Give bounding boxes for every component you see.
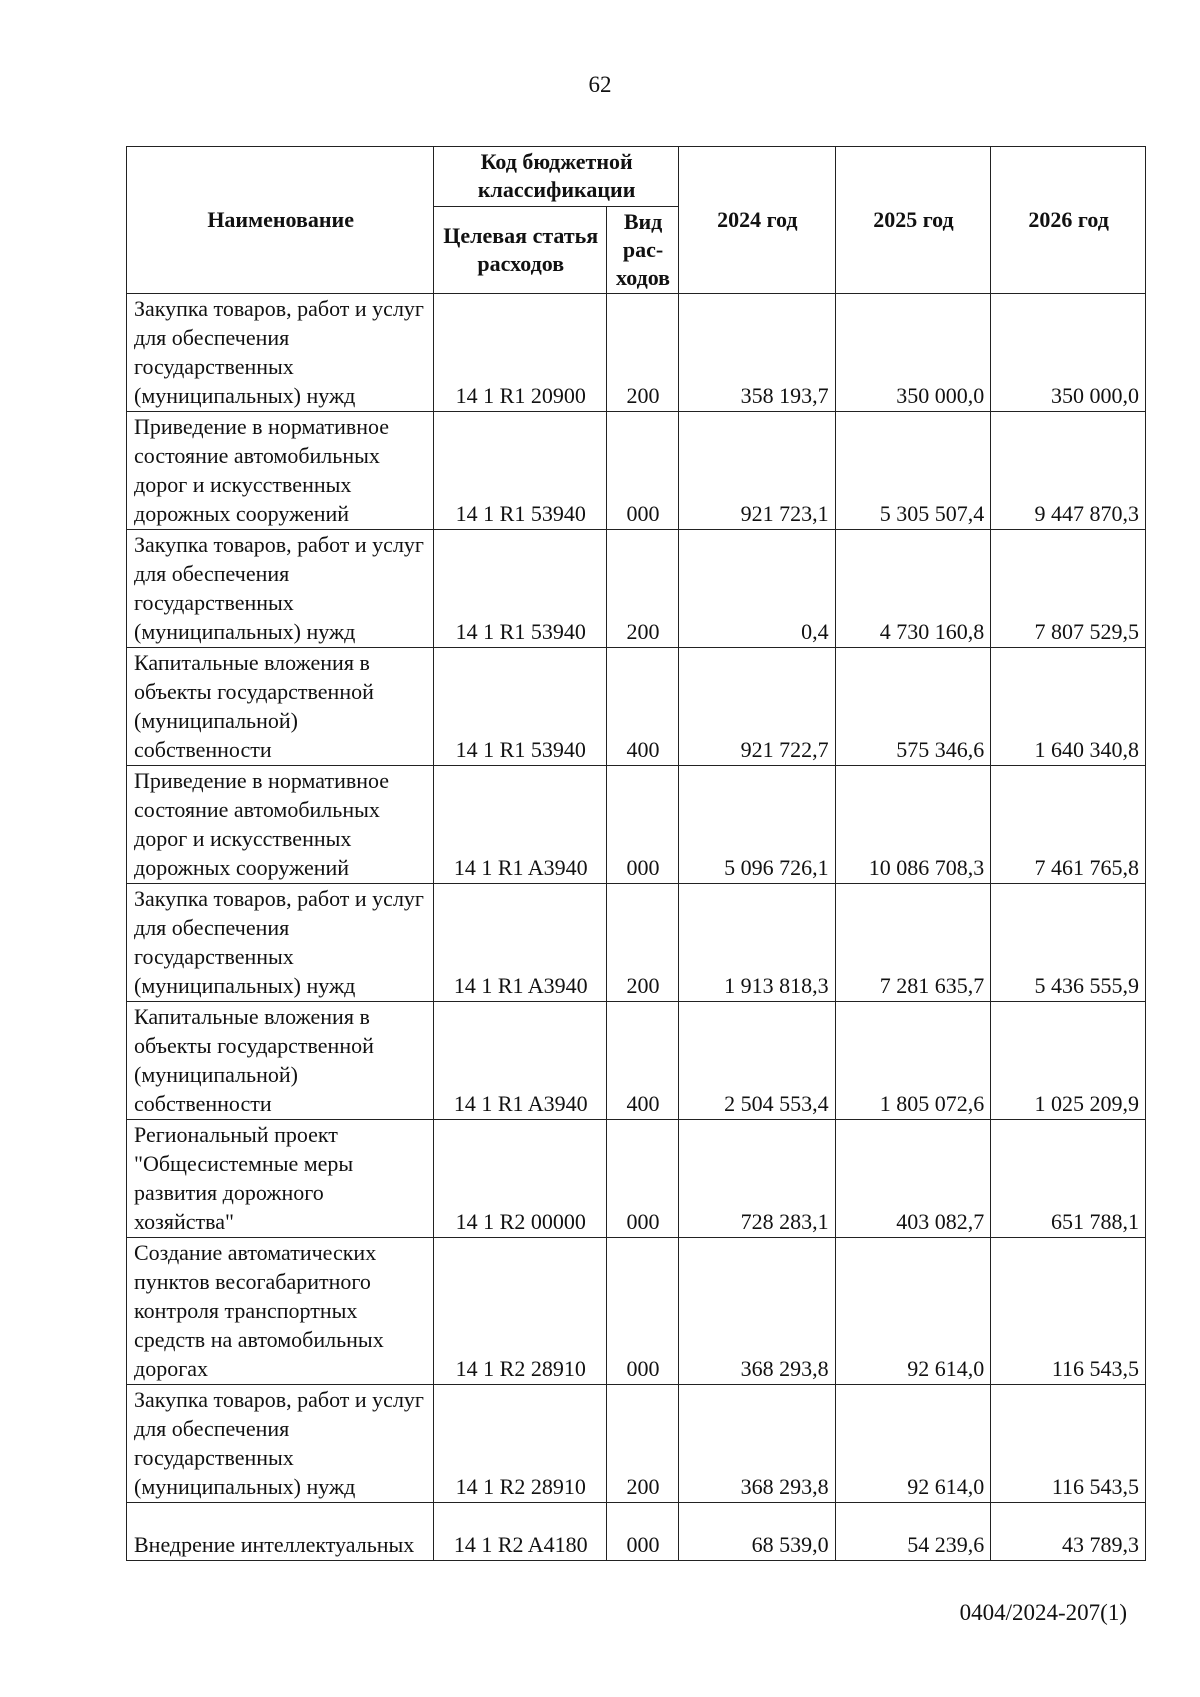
header-target-article: Целевая статья расходов: [434, 207, 607, 294]
table-row: [127, 1120, 1146, 1238]
row-2024: 1 913 818,3: [678, 884, 835, 1002]
row-2025: 575 346,6: [835, 648, 991, 766]
row-2025: 1 805 072,6: [835, 1002, 991, 1120]
header-name: Наименование: [127, 147, 434, 294]
row-name: Приведение в нормативное состояние автомобильных дорог и искусственных дорожных сооружений: [127, 766, 434, 884]
row-2024: 2 504 553,4: [678, 1002, 835, 1120]
row-2024: 921 723,1: [678, 412, 835, 530]
row-name: Закупка товаров, работ и услуг для обеспечения государственных (муниципальных) нужд: [127, 1385, 434, 1503]
header-2025: 2025 год: [835, 147, 991, 294]
table-row: [127, 412, 1146, 530]
table-row: [127, 766, 1146, 884]
table-row: [127, 294, 1146, 412]
row-name: Внедрение интеллектуальных: [127, 1503, 434, 1561]
header-budget-code-group: Код бюджетной классификации: [434, 147, 679, 207]
row-name: Приведение в нормативное состояние автомобильных дорог и искусственных дорожных сооружений: [127, 412, 434, 530]
row-2026: 43 789,3: [991, 1503, 1146, 1561]
row-2026: 1 025 209,9: [991, 1002, 1146, 1120]
row-2026: 1 640 340,8: [991, 648, 1146, 766]
row-name: Капитальные вложения в объекты государственной (муниципальной) собственности: [127, 1002, 434, 1120]
row-target-article: 14 1 R1 A3940: [434, 766, 607, 884]
row-2025: 54 239,6: [835, 1503, 991, 1561]
table-row: [127, 1002, 1146, 1120]
row-2025: 92 614,0: [835, 1238, 991, 1385]
row-2024: 0,4: [678, 530, 835, 648]
row-target-article: 14 1 R2 28910: [434, 1385, 607, 1503]
row-2025: 7 281 635,7: [835, 884, 991, 1002]
row-2026: 350 000,0: [991, 294, 1146, 412]
row-expense-kind: 200: [607, 1385, 679, 1503]
row-expense-kind: 000: [607, 1120, 679, 1238]
row-target-article: 14 1 R2 00000: [434, 1120, 607, 1238]
row-2026: 9 447 870,3: [991, 412, 1146, 530]
row-name: Капитальные вложения в объекты государственной (муниципальной) собственности: [127, 648, 434, 766]
header-2026: 2026 год: [991, 147, 1146, 294]
row-2024: 368 293,8: [678, 1238, 835, 1385]
row-2025: 403 082,7: [835, 1120, 991, 1238]
row-target-article: 14 1 R1 A3940: [434, 884, 607, 1002]
row-expense-kind: 200: [607, 884, 679, 1002]
row-2025: 4 730 160,8: [835, 530, 991, 648]
row-2024: 358 193,7: [678, 294, 835, 412]
row-2024: 368 293,8: [678, 1385, 835, 1503]
table-row: [127, 884, 1146, 1002]
table-row: [127, 1385, 1146, 1503]
row-2024: 5 096 726,1: [678, 766, 835, 884]
budget-table: [126, 146, 1146, 1561]
row-target-article: 14 1 R1 53940: [434, 648, 607, 766]
row-name: Закупка товаров, работ и услуг для обеспечения государственных (муниципальных) нужд: [127, 530, 434, 648]
header-expense-kind: Вид рас-ходов: [607, 207, 679, 294]
row-2026: 5 436 555,9: [991, 884, 1146, 1002]
row-2026: 116 543,5: [991, 1238, 1146, 1385]
row-expense-kind: 000: [607, 766, 679, 884]
row-2025: 92 614,0: [835, 1385, 991, 1503]
row-2026: 7 807 529,5: [991, 530, 1146, 648]
header-2024: 2024 год: [678, 147, 835, 294]
row-target-article: 14 1 R1 53940: [434, 530, 607, 648]
row-name: Закупка товаров, работ и услуг для обеспечения государственных (муниципальных) нужд: [127, 884, 434, 1002]
row-target-article: 14 1 R1 53940: [434, 412, 607, 530]
table-row: [127, 1238, 1146, 1385]
row-name: Региональный проект "Общесистемные меры развития дорожного хозяйства": [127, 1120, 434, 1238]
row-2026: 7 461 765,8: [991, 766, 1146, 884]
row-target-article: 14 1 R2 A4180: [434, 1503, 607, 1561]
row-2025: 5 305 507,4: [835, 412, 991, 530]
row-expense-kind: 000: [607, 1503, 679, 1561]
table-row: [127, 530, 1146, 648]
row-target-article: 14 1 R2 28910: [434, 1238, 607, 1385]
row-2024: 68 539,0: [678, 1503, 835, 1561]
row-expense-kind: 200: [607, 294, 679, 412]
row-expense-kind: 000: [607, 1238, 679, 1385]
row-2025: 10 086 708,3: [835, 766, 991, 884]
table-row: [127, 648, 1146, 766]
row-2024: 921 722,7: [678, 648, 835, 766]
row-expense-kind: 000: [607, 412, 679, 530]
row-name: Закупка товаров, работ и услуг для обеспечения государственных (муниципальных) нужд: [127, 294, 434, 412]
row-name: Создание автоматических пунктов весогабаритного контроля транспортных средств на автомобильных дорогах: [127, 1238, 434, 1385]
row-2024: 728 283,1: [678, 1120, 835, 1238]
document-id: 0404/2024-207(1): [959, 1600, 1127, 1625]
row-expense-kind: 200: [607, 530, 679, 648]
row-expense-kind: 400: [607, 1002, 679, 1120]
row-2026: 116 543,5: [991, 1385, 1146, 1503]
row-target-article: 14 1 R1 20900: [434, 294, 607, 412]
table-row: [127, 1503, 1146, 1561]
row-target-article: 14 1 R1 A3940: [434, 1002, 607, 1120]
row-expense-kind: 400: [607, 648, 679, 766]
page-number: 62: [588, 72, 612, 97]
row-2025: 350 000,0: [835, 294, 991, 412]
row-2026: 651 788,1: [991, 1120, 1146, 1238]
